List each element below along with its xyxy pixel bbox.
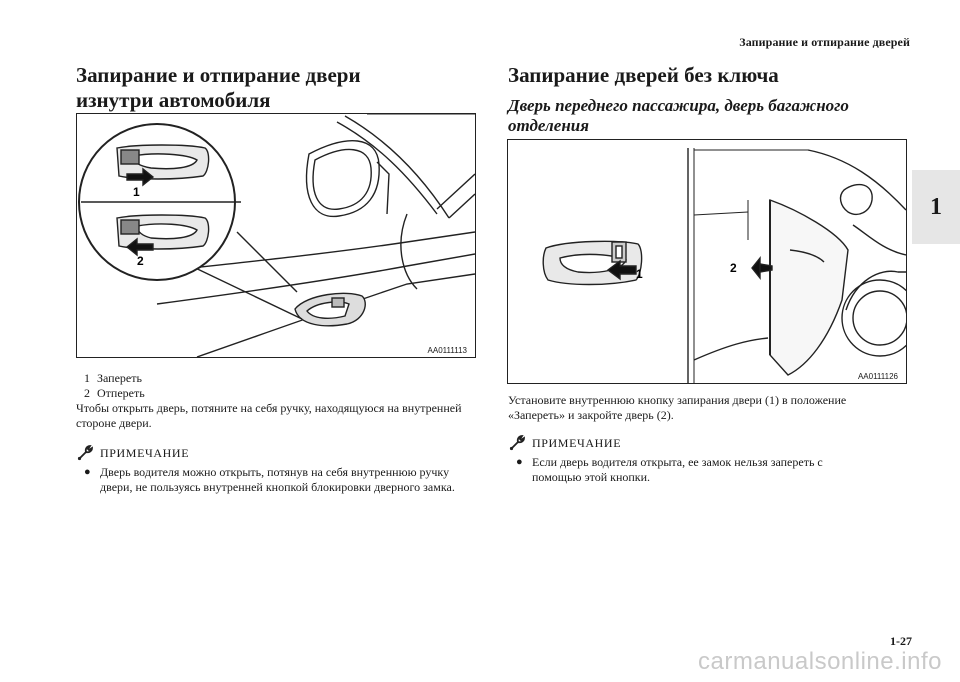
left-title-block [76, 63, 476, 113]
note-item-text: Если дверь водителя открыта, ее замок нельзя запереть с помощью этой кнопки. [532, 455, 823, 484]
right-callout-2: 2 [730, 261, 737, 275]
left-callout-1: 1 [133, 185, 140, 199]
note-heading-text: ПРИМЕЧАНИЕ [532, 435, 622, 450]
left-figure [76, 113, 476, 358]
legend-number: 2 [84, 386, 90, 400]
right-section-title: Запирание дверей без ключа [508, 63, 779, 87]
running-header: Запирание и отпирание дверей [739, 35, 910, 49]
note-item-text: Дверь водителя можно открыть, потянув на себя внутреннюю ручку двери, не пользуясь внутренней кнопкой блокировки дверного замка. [100, 465, 455, 494]
section-number: 1 [930, 193, 942, 220]
left-section-title: Запирание и отпирание двери изнутри автомобиля [76, 63, 361, 112]
right-note [508, 434, 900, 485]
door-interior-illustration [77, 114, 475, 357]
right-callout-1: 1 [636, 267, 643, 281]
left-paragraph: Чтобы открыть дверь, потяните на себя ручку, находящуюся на внутренней стороне двери. [76, 401, 462, 430]
left-legend [76, 371, 476, 431]
note-heading [508, 434, 900, 452]
wrench-icon [508, 434, 526, 452]
section-tab [912, 170, 960, 244]
note-heading-text: ПРИМЕЧАНИЕ [100, 445, 190, 460]
legend-number: 1 [84, 371, 90, 385]
note-item [508, 455, 900, 485]
right-figure [507, 139, 907, 384]
right-title-block [508, 63, 888, 136]
right-figure-code: AA0111126 [857, 372, 898, 381]
bullet-icon: ● [516, 456, 523, 468]
legend-text: Отпереть [97, 386, 145, 400]
legend-text: Запереть [97, 371, 142, 385]
bullet-icon: ● [84, 466, 91, 478]
right-subtitle: Дверь переднего пассажира, дверь багажного отделения [508, 96, 849, 135]
right-paragraph: Установите внутреннюю кнопку запирания двери (1) в положение «Запереть» и закройте дверь (2). [508, 393, 847, 422]
left-figure-code: AA0111113 [427, 346, 467, 355]
page-number: 1-27 [890, 634, 912, 648]
left-callout-2: 2 [137, 254, 144, 268]
note-heading [76, 444, 476, 462]
note-item [76, 465, 476, 495]
legend-item [76, 386, 476, 401]
watermark: carmanualsonline.info [698, 648, 942, 675]
left-note [76, 444, 476, 495]
legend-item [76, 371, 476, 386]
wrench-icon [76, 444, 94, 462]
door-closing-illustration [508, 140, 906, 383]
